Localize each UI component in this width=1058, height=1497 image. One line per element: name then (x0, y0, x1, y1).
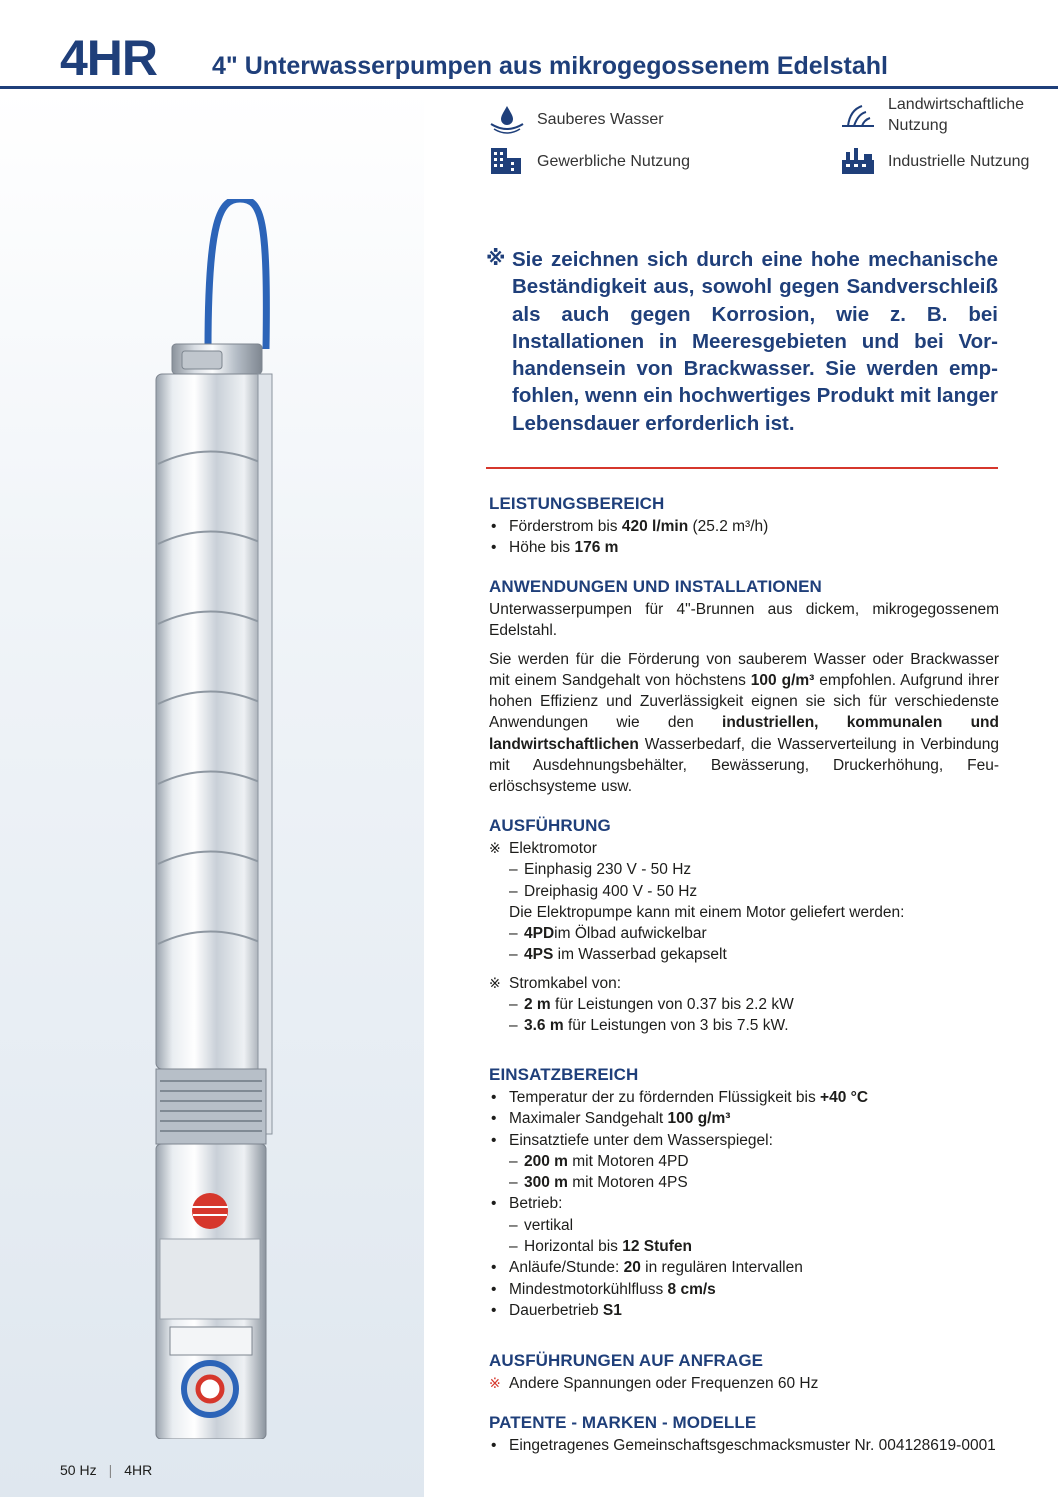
section-heading: AUSFÜHRUNGEN AUF ANFRAGE (489, 1351, 764, 1370)
section-heading: LEISTUNGSBEREICH (489, 494, 665, 513)
list-item: – 3.6 m für Leistungen von 3 bis 7.5 kW. (489, 1015, 999, 1036)
list-item: – 2 m für Leistungen von 0.37 bis 2.2 kW (489, 994, 999, 1015)
list-item: – Horizontal bis 12 Stufen (489, 1236, 999, 1257)
page-header (0, 0, 1058, 90)
list-item: – Dreiphasig 400 V - 50 Hz (489, 881, 999, 902)
footer-separator: | (108, 1462, 113, 1478)
application-clean-water (489, 104, 664, 134)
section-heading: EINSATZBEREICH (489, 1065, 639, 1084)
list-item: – 200 m mit Motoren 4PD (489, 1151, 999, 1172)
list-item: • Höhe bis 176 m (489, 537, 999, 558)
paragraph: Sie werden für die Förderung von sauberem Wasser oder Brackwasser mit einem Sandgehalt von höchstens 100 g/m³ empfohlen. Aufgrund ihrer hohen Effizienz und Zuverlässigkeit eignen sie sich für verschiedenste Anwendungen wie den industriellen, kommunalen und landwirtschaftlichen Wasserbedarf, die Wasserverteilung in Verbindung mit Ausdehnungsbehälter, Bewässerung, Druckerhöhung, Feuerlöschsysteme usw. (489, 650, 999, 796)
application-industrial (840, 146, 1029, 176)
list-item: • Förderstrom bis 420 l/min (25.2 m³/h) (489, 516, 999, 537)
section-performance (489, 493, 999, 559)
list-item: – 4PS im Wasserbad gekapselt (489, 944, 999, 965)
list-item: ※ Andere Spannungen oder Frequenzen 60 Hz (489, 1373, 999, 1394)
agriculture-icon (840, 100, 876, 130)
pedrollo-logo-mark (192, 1193, 228, 1229)
commercial-building-icon (489, 146, 525, 176)
list-item: • Maximaler Sandgehalt 100 g/m³ (489, 1108, 999, 1129)
application-agriculture (840, 94, 1024, 136)
list-item: – Einphasig 230 V - 50 Hz (489, 859, 999, 880)
section-on-request (489, 1350, 999, 1394)
list-item: • Dauerbetrieb S1 (489, 1300, 999, 1321)
list-item: • Anläufe/Stunde: 20 in regulären Intervallen (489, 1257, 999, 1278)
application-label: Landwirtschaftliche Nutzung (888, 96, 1025, 134)
list-item: • Eingetragenes Gemeinschaftsgeschmacksmuster Nr. 004128619-0001 (489, 1435, 999, 1456)
water-drop-icon (489, 104, 525, 134)
list-item: – 300 m mit Motoren 4PS (489, 1172, 999, 1193)
product-title: 4" Unterwasserpumpen aus mikrogegossenem Edelstahl (212, 52, 888, 80)
application-label: Gewerbliche Nutzung (537, 152, 690, 170)
application-label: Industrielle Nutzung (888, 152, 1030, 170)
application-commercial (489, 146, 690, 176)
intro-text: Sie zeichnen sich durch eine hohe mechanische Beständigkeit aus, sowohl gegen Sandverschleiß als auch gegen Korrosion, wie z. B. bei Installationen in Meeresgebieten und bei Vorhandensein von Brackwasser. Sie werden empfohlen, wenn ein hochwertiges Produkt mit langer Lebensdauer erforderlich ist. (512, 248, 998, 435)
submersible-pump-image (130, 199, 280, 1439)
application-label: Sauberes Wasser (537, 110, 664, 128)
section-operating-range (489, 1064, 999, 1321)
list-item: – 4PDim Ölbad aufwickelbar (489, 923, 999, 944)
cable-guard (258, 374, 272, 1134)
industrial-plant-icon (840, 146, 876, 176)
power-cable (208, 199, 266, 349)
section-patents (489, 1412, 999, 1456)
section-heading: PATENTE - MARKEN - MODELLE (489, 1413, 757, 1432)
list-item: • Einsatztiefe unter dem Wasserspiegel: (489, 1130, 999, 1151)
model-title: 4HR (60, 30, 158, 86)
paragraph: Unterwasserpumpen für 4"-Brunnen aus dickem, mikrogegossenem Edelstahl. (489, 601, 999, 640)
footer-model: 4HR (124, 1462, 153, 1478)
reference-mark: ※ (486, 248, 506, 270)
section-heading: ANWENDUNGEN UND INSTALLATIONEN (489, 577, 822, 596)
section-construction (489, 815, 999, 1037)
list-item: • Temperatur der zu fördernden Flüssigkeit bis +40 °C (489, 1087, 999, 1108)
list-item: • Betrieb: (489, 1193, 999, 1214)
intro-divider (486, 467, 998, 469)
list-item: Die Elektropumpe kann mit einem Motor geliefert werden: (509, 903, 905, 921)
list-item: ※ Elektromotor (489, 838, 999, 859)
section-heading: AUSFÜHRUNG (489, 816, 611, 835)
page-footer (60, 1462, 152, 1478)
footer-frequency: 50 Hz (60, 1462, 97, 1478)
list-item: ※ Stromkabel von: (489, 973, 999, 994)
list-item: – vertikal (489, 1215, 999, 1236)
product-image-panel (0, 89, 424, 1497)
intro-statement (486, 246, 998, 437)
list-item: • Mindestmotorkühlfluss 8 cm/s (489, 1279, 999, 1300)
section-applications (489, 576, 999, 798)
pump-stages (156, 374, 266, 1069)
